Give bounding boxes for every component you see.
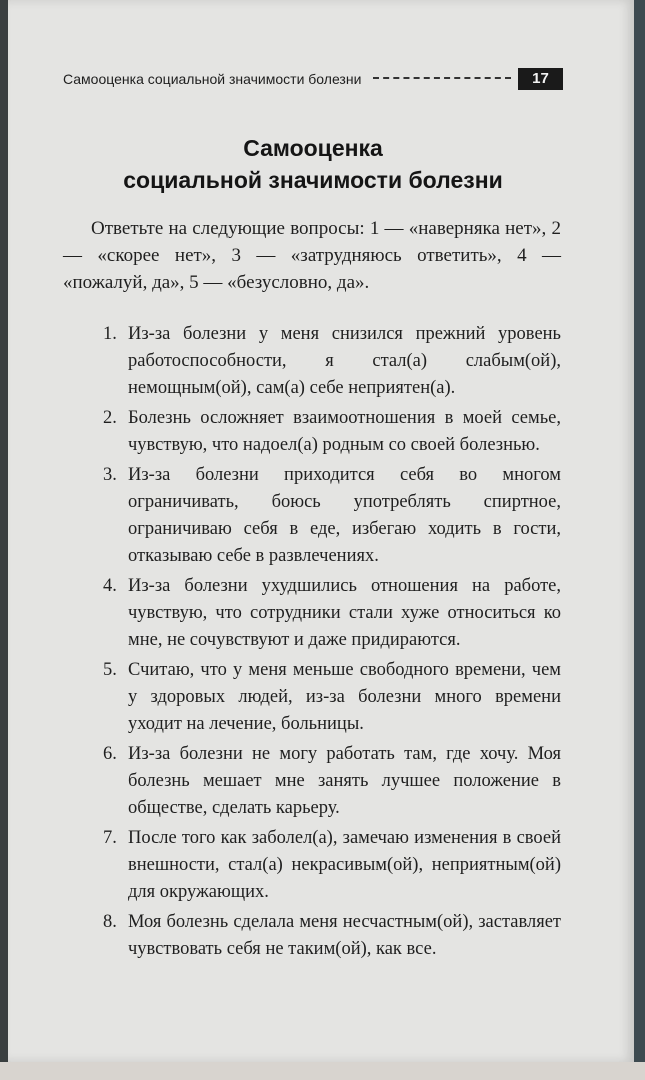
list-item [103, 741, 561, 822]
list-item [103, 825, 561, 906]
item-text: Из-за болезни у меня снизился прежний уровень работоспособности, я стал(а) слабым(ой), немощным(ой), сам(а) себе неприятен(а). [128, 324, 561, 398]
section-title [63, 132, 563, 196]
item-text: Считаю, что у меня меньше свободного времени, чем у здоровых людей, из-за болезни много времени уходит на лечение, больницы. [128, 660, 561, 734]
item-number: 6. [103, 744, 117, 764]
item-number: 1. [103, 324, 117, 344]
questionnaire-list [103, 321, 561, 966]
item-text: Болезнь осложняет взаимоотношения в моей семье, чувствую, что надоел(а) родным со своей болезнью. [128, 408, 561, 455]
list-item [103, 321, 561, 402]
list-item [103, 909, 561, 963]
item-number: 8. [103, 912, 117, 932]
section-title-line-1: Самооценка [243, 135, 383, 161]
item-number: 5. [103, 660, 117, 680]
item-number: 2. [103, 408, 117, 428]
item-text: После того как заболел(а), замечаю изменения в своей внешности, стал(а) некрасивым(ой), неприятным(ой) для окружающих. [128, 828, 561, 902]
item-text: Моя болезнь сделала меня несчастным(ой), заставляет чувствовать себя не таким(ой), как все. [128, 912, 561, 959]
header-dashed-rule [373, 77, 511, 79]
page-header [63, 66, 563, 90]
list-item [103, 657, 561, 738]
table-surface [0, 1062, 645, 1080]
book-page [8, 0, 634, 1062]
list-item [103, 405, 561, 459]
list-item [103, 573, 561, 654]
instructions-paragraph: Ответьте на следующие вопросы: 1 — «наверняка нет», 2 — «скорее нет», 3 — «затрудняюсь ответить», 4 — «пожалуй, да», 5 — «безусловно, да». [63, 218, 561, 293]
section-title-line-2: социальной значимости болезни [123, 167, 503, 193]
item-text: Из-за болезни не могу работать там, где хочу. Моя болезнь мешает мне занять лучшее положение в обществе, сделать карьеру. [128, 744, 561, 818]
list-item [103, 462, 561, 570]
page-number: 17 [518, 68, 563, 90]
running-title: Самооценка социальной значимости болезни [63, 71, 362, 87]
item-number: 7. [103, 828, 117, 848]
item-text: Из-за болезни приходится себя во многом ограничивать, боюсь употреблять спиртное, ограничиваю себя в еде, избегаю ходить в гости, отказываю себе в развлечениях. [128, 465, 561, 566]
item-number: 3. [103, 465, 117, 485]
item-number: 4. [103, 576, 117, 596]
book-spine-edge [634, 0, 645, 1080]
item-text: Из-за болезни ухудшились отношения на работе, чувствую, что сотрудники стали хуже относиться ко мне, не сочувствуют и даже придираются. [128, 576, 561, 650]
